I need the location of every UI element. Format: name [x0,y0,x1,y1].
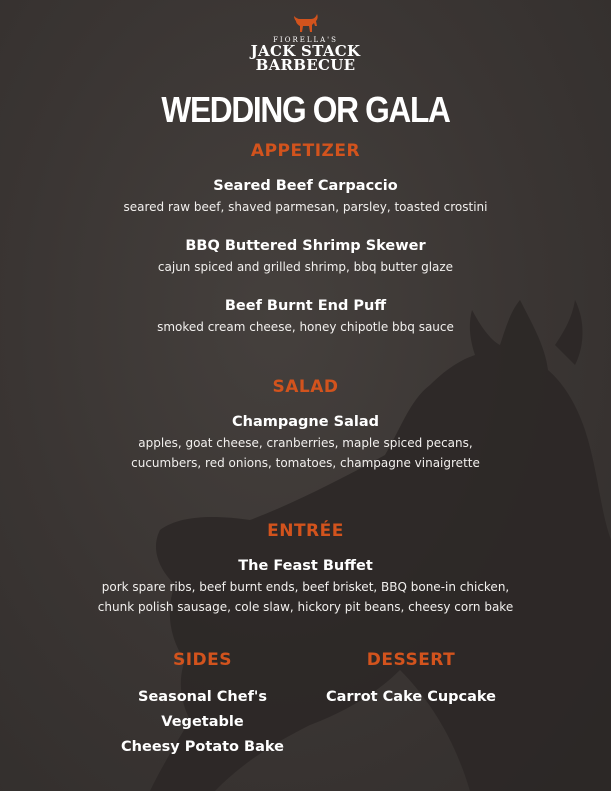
dessert-heading: DESSERT [366,650,456,670]
item-name: Seasonal Chef's Vegetable [138,689,267,730]
menu-item [0,296,611,338]
bull-icon [291,12,321,34]
dessert-section [320,649,502,710]
item-desc: pork spare ribs, beef burnt ends, beef brisket, BBQ bone-in chicken, [101,580,510,594]
item-name: Champagne Salad [232,414,379,430]
item-name: BBQ Buttered Shrimp Skewer [185,238,426,254]
item-name: The Feast Buffet [238,558,373,574]
entree-heading: ENTRÉE [267,521,344,541]
sides-section [95,649,310,760]
item-desc: cajun spiced and grilled shrimp, bbq butter glaze [157,260,454,274]
item-desc: cucumbers, red onions, tomatoes, champagne vinaigrette [131,456,480,470]
sides-heading: SIDES [172,650,233,670]
item-name: Cheesy Potato Bake [121,739,284,755]
item-desc: smoked cream cheese, honey chipotle bbq sauce [157,320,454,334]
page-title: WEDDING OR GALA [161,89,450,130]
item-name: Beef Burnt End Puff [224,298,387,314]
appetizer-heading: APPETIZER [250,141,361,161]
item-name: Carrot Cake Cupcake [325,689,497,705]
logo-line-2: BARBECUE [255,56,356,74]
item-desc: apples, goat cheese, cranberries, maple spiced pecans, [138,436,473,450]
logo-small-text: FIORELLA'S [273,36,338,44]
menu-item [0,412,611,474]
menu-item [0,176,611,218]
logo-line-1: JACK STACK [250,42,361,60]
menu-item [0,556,611,618]
salad-heading: SALAD [272,377,339,397]
item-desc: seared raw beef, shaved parmesan, parsley, toasted crostini [123,200,488,214]
item-name: Seared Beef Carpaccio [213,178,398,194]
item-desc: chunk polish sausage, cole slaw, hickory pit beans, cheesy corn bake [97,600,514,614]
entree-section [0,520,611,542]
brand-logo [0,12,611,73]
appetizer-section [0,140,611,162]
menu-item [0,236,611,278]
salad-section [0,376,611,398]
